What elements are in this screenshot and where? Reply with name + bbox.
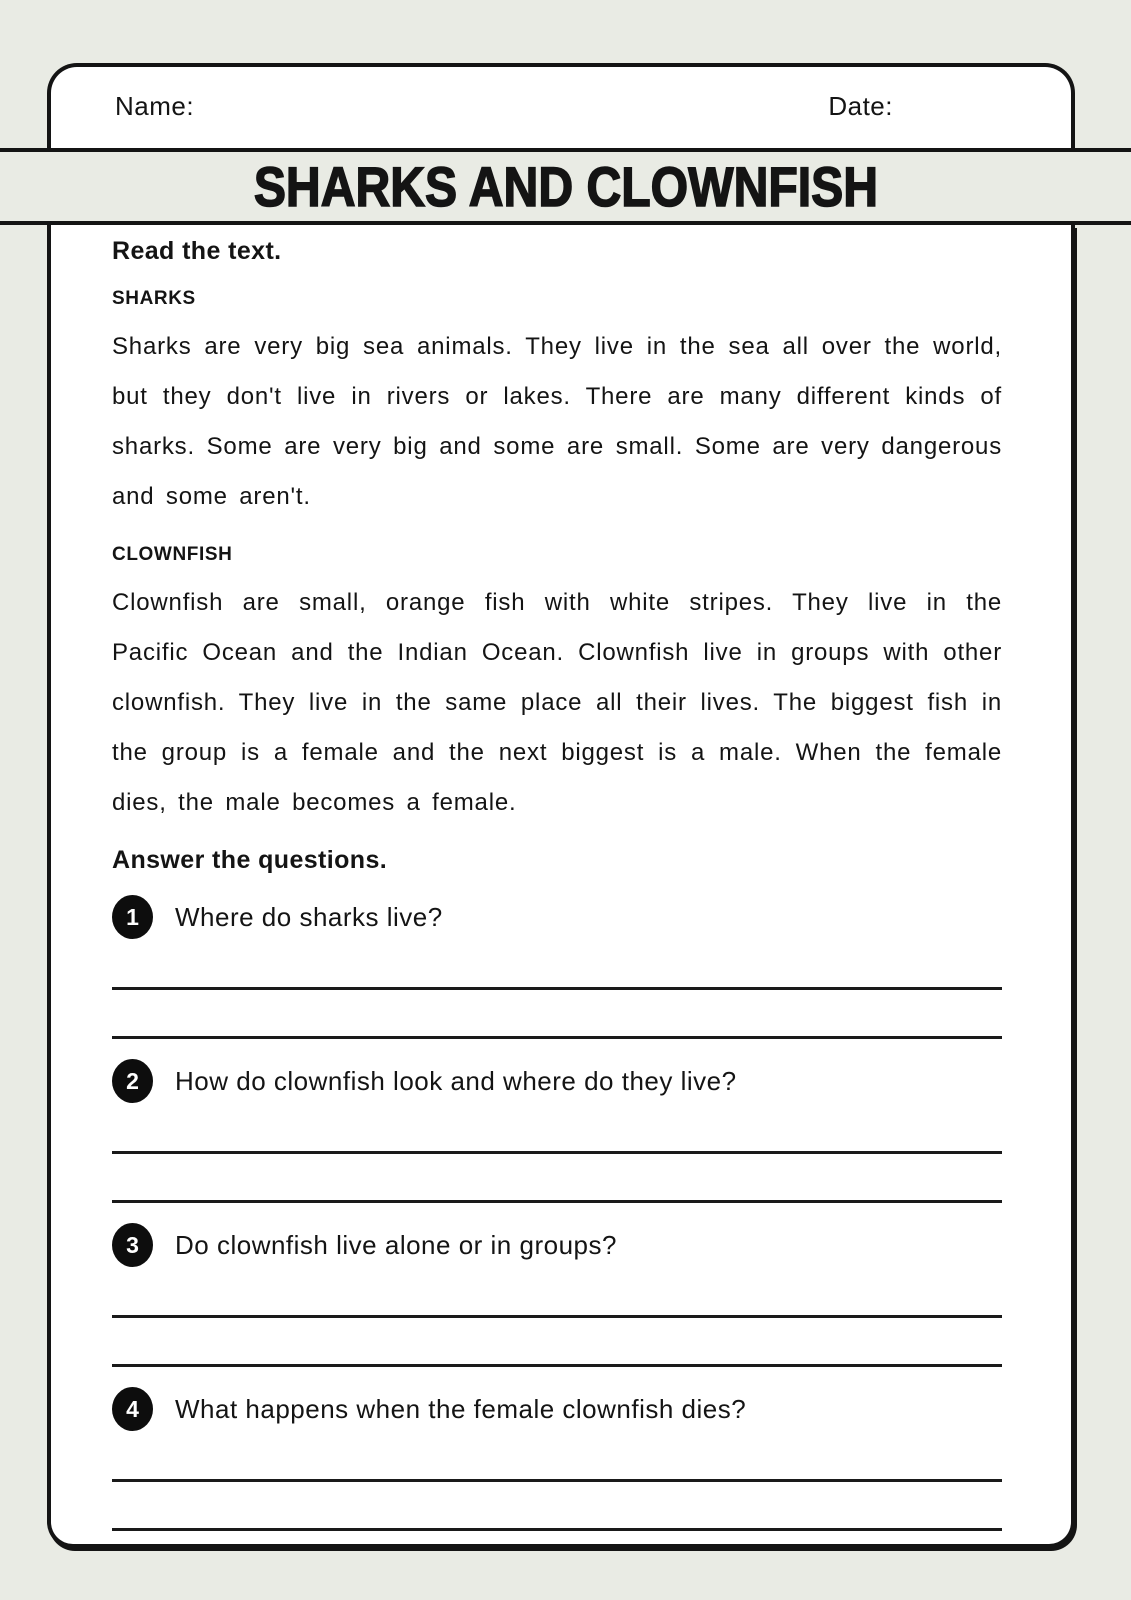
question-1-row — [112, 895, 1002, 939]
question-number-badge: 2 — [112, 1059, 153, 1103]
passage-sharks: Sharks are very big sea animals. They live in the sea all over the world, but they don't live in rivers or lakes. There are many different kinds of sharks. Some are very big and some are small. Some are very dangerous and some aren't. — [112, 333, 1002, 510]
passage-clownfish: Clownfish are small, orange fish with white stripes. They live in the Pacific Ocean and the Indian Ocean. Clownfish live in groups with other clownfish. They live in the same place all their lives. The biggest fish in the group is a female and the next biggest is a male. When the female dies, the male becomes a female. — [112, 589, 1002, 816]
question-3 — [112, 1223, 1002, 1367]
answer-line[interactable] — [112, 1200, 1002, 1203]
question-number-badge: 3 — [112, 1223, 153, 1267]
answer-line[interactable] — [112, 1036, 1002, 1039]
question-2 — [112, 1059, 1002, 1203]
question-3-row — [112, 1223, 1002, 1267]
question-4 — [112, 1387, 1002, 1531]
answer-line[interactable] — [112, 1528, 1002, 1531]
question-text: Where do sharks live? — [175, 901, 443, 932]
answer-line[interactable] — [112, 1151, 1002, 1154]
question-number-badge: 4 — [112, 1387, 153, 1431]
title-band — [0, 148, 1131, 225]
answer-line[interactable] — [112, 1315, 1002, 1318]
worksheet-title: SHARKS AND CLOWNFISH — [253, 155, 878, 218]
passage-heading-clownfish: CLOWNFISH — [112, 544, 233, 565]
question-text: What happens when the female clownfish dies? — [175, 1393, 747, 1424]
name-label: Name: — [115, 91, 195, 121]
worksheet-body — [47, 225, 1075, 1548]
answer-line[interactable] — [112, 1479, 1002, 1482]
question-text: Do clownfish live alone or in groups? — [175, 1229, 617, 1260]
passage-heading-sharks: SHARKS — [112, 288, 196, 309]
question-number-badge: 1 — [112, 895, 153, 939]
question-text: How do clownfish look and where do they live? — [175, 1065, 737, 1096]
question-1 — [112, 895, 1002, 1039]
date-label: Date: — [828, 91, 893, 121]
question-2-row — [112, 1059, 1002, 1103]
question-4-row — [112, 1387, 1002, 1431]
questions-instruction: Answer the questions. — [112, 846, 388, 874]
answer-line[interactable] — [112, 1364, 1002, 1367]
answer-line[interactable] — [112, 987, 1002, 990]
reading-instruction: Read the text. — [112, 237, 282, 265]
